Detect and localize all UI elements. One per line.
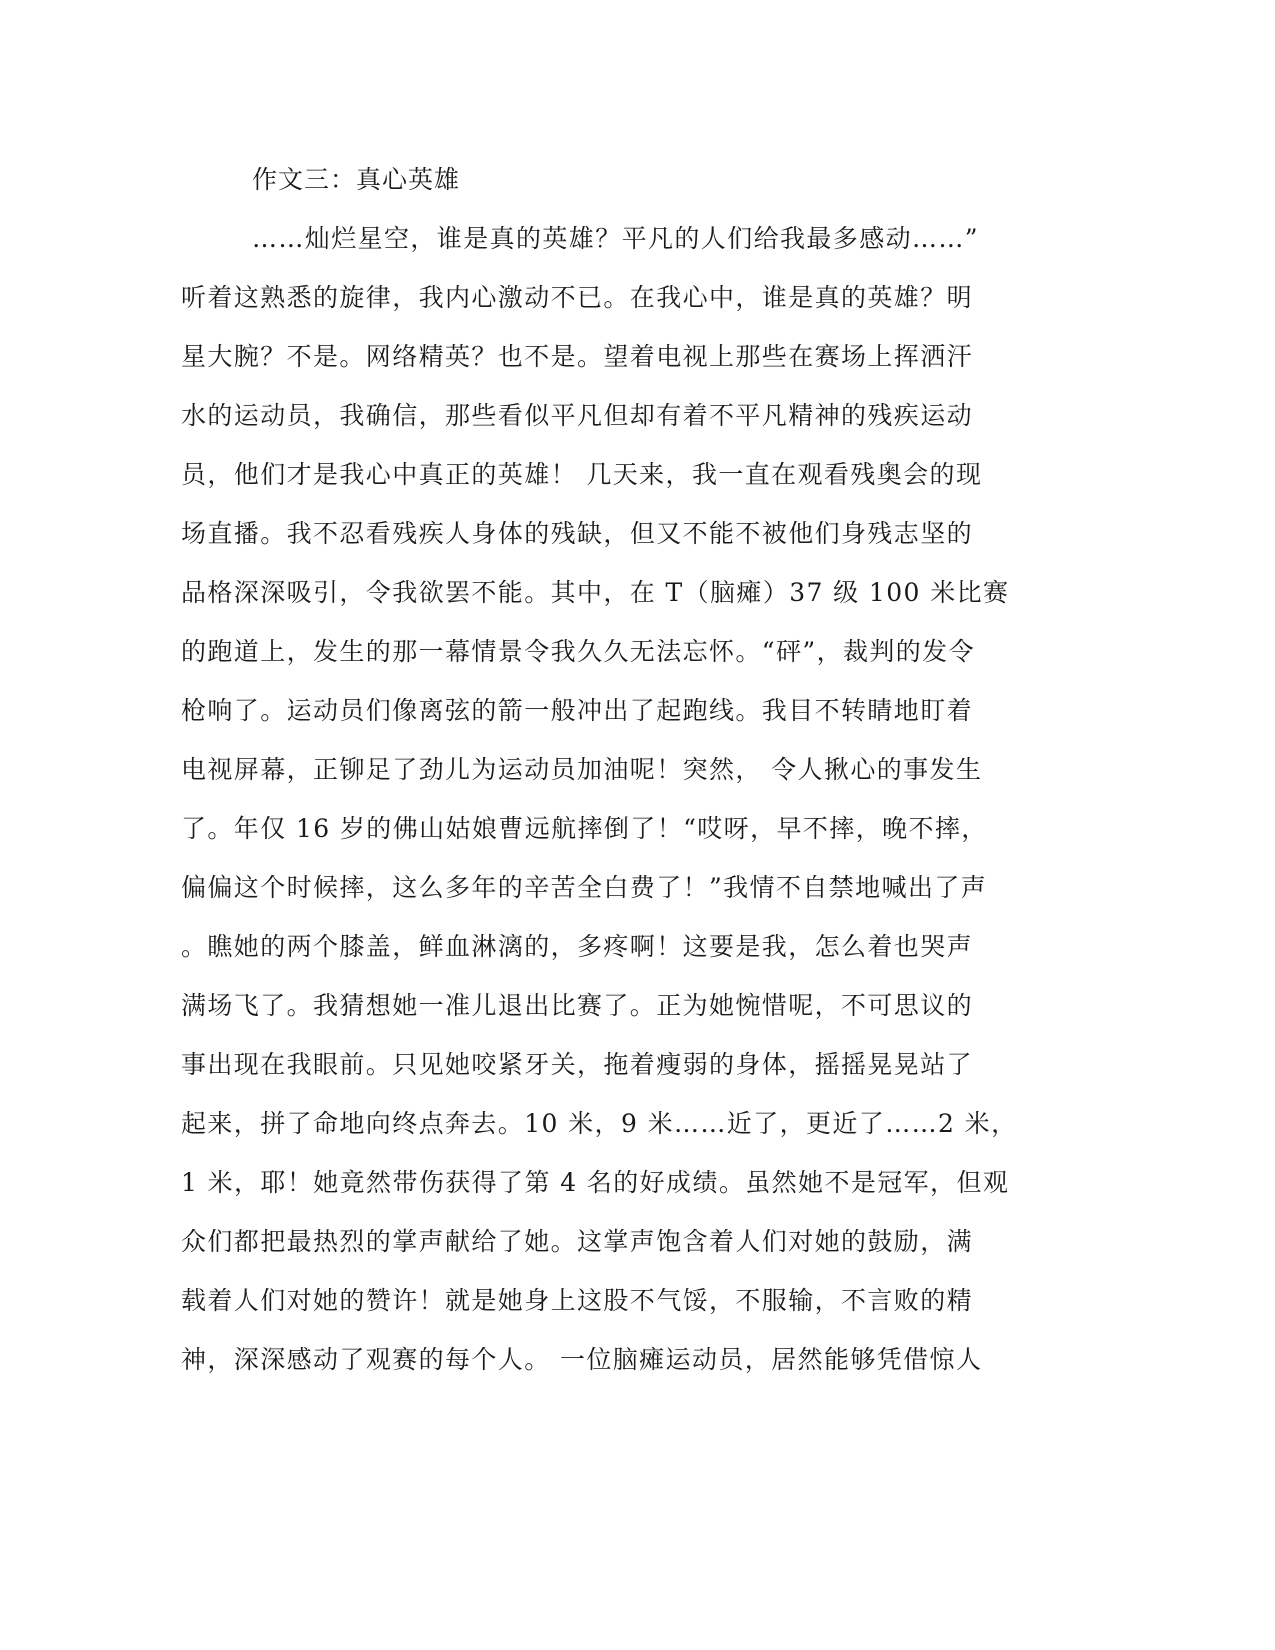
essay-body [181, 222, 1041, 1402]
text-line: 品格深深吸引，令我欲罢不能。其中，在 T（脑瘫）37 级 100 米比赛 [181, 578, 1010, 607]
essay-title: 作文三：真心英雄 [252, 165, 461, 194]
text-line: 星大腕？不是。网络精英？也不是。望着电视上那些在赛场上挥洒汗 [181, 342, 974, 371]
text-line: 众们都把最热烈的掌声献给了她。这掌声饱含着人们对她的鼓励，满 [181, 1227, 974, 1256]
text-line: 水的运动员，我确信，那些看似平凡但却有着不平凡精神的残疾运动 [181, 401, 974, 430]
text-line: 的跑道上，发生的那一幕情景令我久久无法忘怀。“砰”，裁判的发令 [181, 637, 975, 666]
text-line: 听着这熟悉的旋律，我内心激动不已。在我心中，谁是真的英雄？明 [181, 283, 974, 312]
text-line: 偏偏这个时候摔，这么多年的辛苦全白费了！”我情不自禁地喊出了声 [181, 873, 988, 902]
text-line: 事出现在我眼前。只见她咬紧牙关，拖着瘦弱的身体，摇摇晃晃站了 [181, 1050, 974, 1079]
text-line: 1 米，耶！她竟然带伤获得了第 4 名的好成绩。虽然她不是冠军，但观 [181, 1168, 1010, 1197]
text-line: 起来，拼了命地向终点奔去。10 米，9 米……近了，更近了……2 米， [181, 1109, 1018, 1138]
text-line: ……灿烂星空，谁是真的英雄？平凡的人们给我最多感动……” [252, 224, 979, 253]
text-line: 员，他们才是我心中真正的英雄！ 几天来，我一直在观看残奥会的现 [181, 460, 983, 489]
text-line: 满场飞了。我猜想她一准儿退出比赛了。正为她惋惜呢，不可思议的 [181, 991, 974, 1020]
text-line: 枪响了。运动员们像离弦的箭一般冲出了起跑线。我目不转睛地盯着 [181, 696, 974, 725]
text-line: 场直播。我不忍看残疾人身体的残缺，但又不能不被他们身残志坚的 [181, 519, 974, 548]
text-line: 神，深深感动了观赛的每个人。 一位脑瘫运动员，居然能够凭借惊人 [181, 1345, 983, 1374]
text-line: 载着人们对她的赞许！就是她身上这股不气馁，不服输，不言败的精 [181, 1286, 974, 1315]
text-line: 电视屏幕，正铆足了劲儿为运动员加油呢！突然， 令人揪心的事发生 [181, 755, 983, 784]
text-line: 了。年仅 16 岁的佛山姑娘曹远航摔倒了！“哎呀，早不摔，晚不摔， [181, 814, 988, 843]
text-line: 。瞧她的两个膝盖，鲜血淋漓的，多疼啊！这要是我，怎么着也哭声 [181, 932, 974, 961]
